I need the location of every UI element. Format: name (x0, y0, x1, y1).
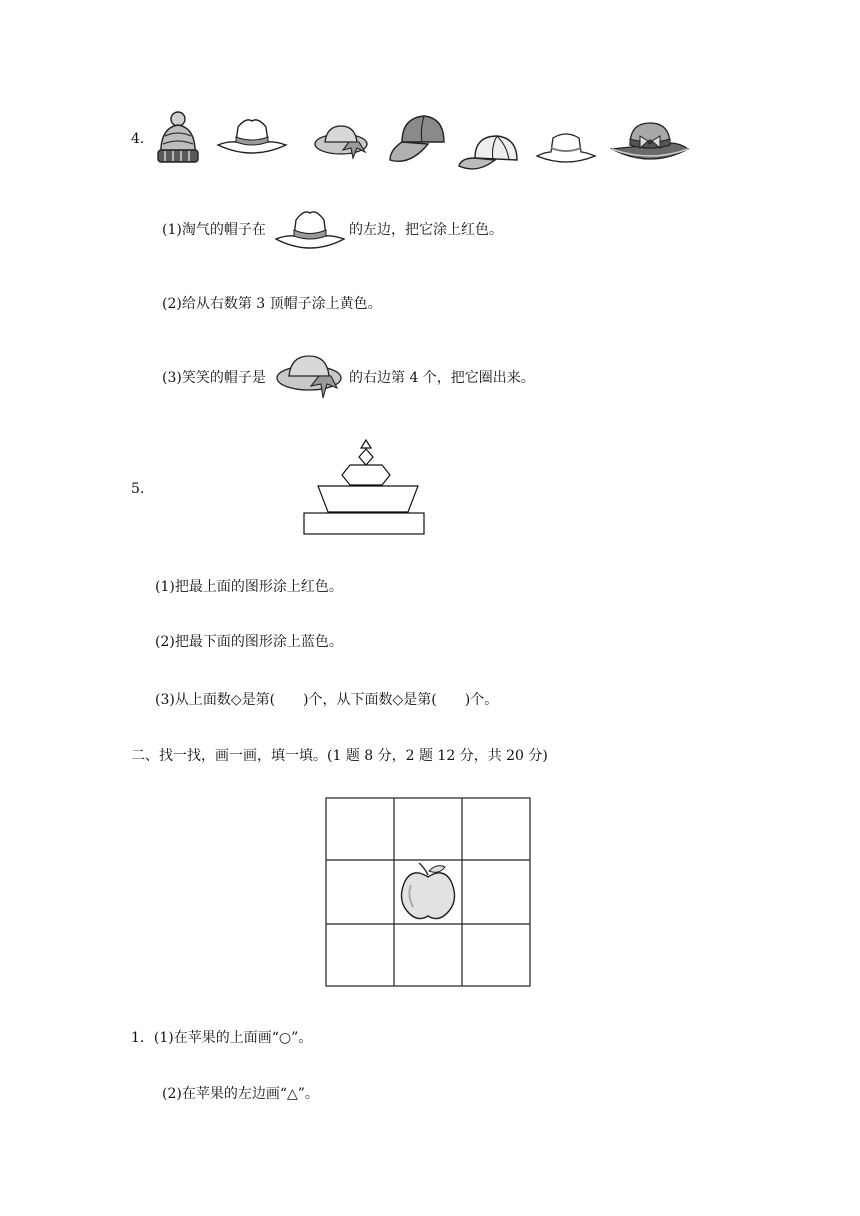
q4-number: 4. (131, 131, 145, 147)
knit-beanie-icon (155, 110, 201, 166)
q4-sub1-before: (1)淘气的帽子在 (162, 222, 266, 238)
q4-sub2: (2)给从右数第 3 顶帽子涂上黄色。 (162, 296, 382, 312)
fedora-hat-icon (214, 115, 290, 161)
bucket-hat-icon (533, 128, 599, 166)
q4-sub3 (162, 367, 266, 387)
q4-sub1 (162, 219, 266, 239)
q5-sub1: (1)把最上面的图形涂上红色。 (155, 579, 343, 595)
q5-sub2: (2)把最下面的图形涂上蓝色。 (155, 634, 343, 650)
fedora-hat-icon (272, 207, 348, 257)
bow-sunhat-icon (275, 350, 347, 402)
hexagon-shape (342, 465, 390, 485)
stacked-shapes-figure (300, 436, 430, 544)
q5-number: 5. (131, 481, 145, 497)
rectangle-shape (304, 513, 424, 534)
diamond-shape (359, 449, 373, 465)
s2q1-line2: (2)在苹果的左边画“△”。 (162, 1086, 319, 1102)
trapezoid-shape (318, 486, 418, 512)
q4-sub3-before: (3)笑笑的帽子是 (162, 370, 266, 386)
bow-sunhat-icon (313, 120, 373, 162)
q4-sub1-after: 的左边，把它涂上红色。 (349, 222, 503, 238)
s2q1-line1: 1．(1)在苹果的上面画“○”。 (131, 1030, 313, 1046)
baseball-cap-icon (388, 112, 448, 168)
section2-heading: 二、找一找，画一画，填一填。(1 题 8 分，2 题 12 分，共 20 分) (131, 748, 548, 764)
apple-grid (325, 797, 533, 993)
triangle-shape (361, 440, 371, 448)
wide-brim-bow-hat-icon (610, 119, 690, 165)
q4-sub3-after: 的右边第 4 个，把它圈出来。 (349, 370, 535, 386)
q5-sub3: (3)从上面数◇是第( )个，从下面数◇是第( )个。 (155, 692, 499, 708)
small-cap-icon (457, 130, 521, 174)
